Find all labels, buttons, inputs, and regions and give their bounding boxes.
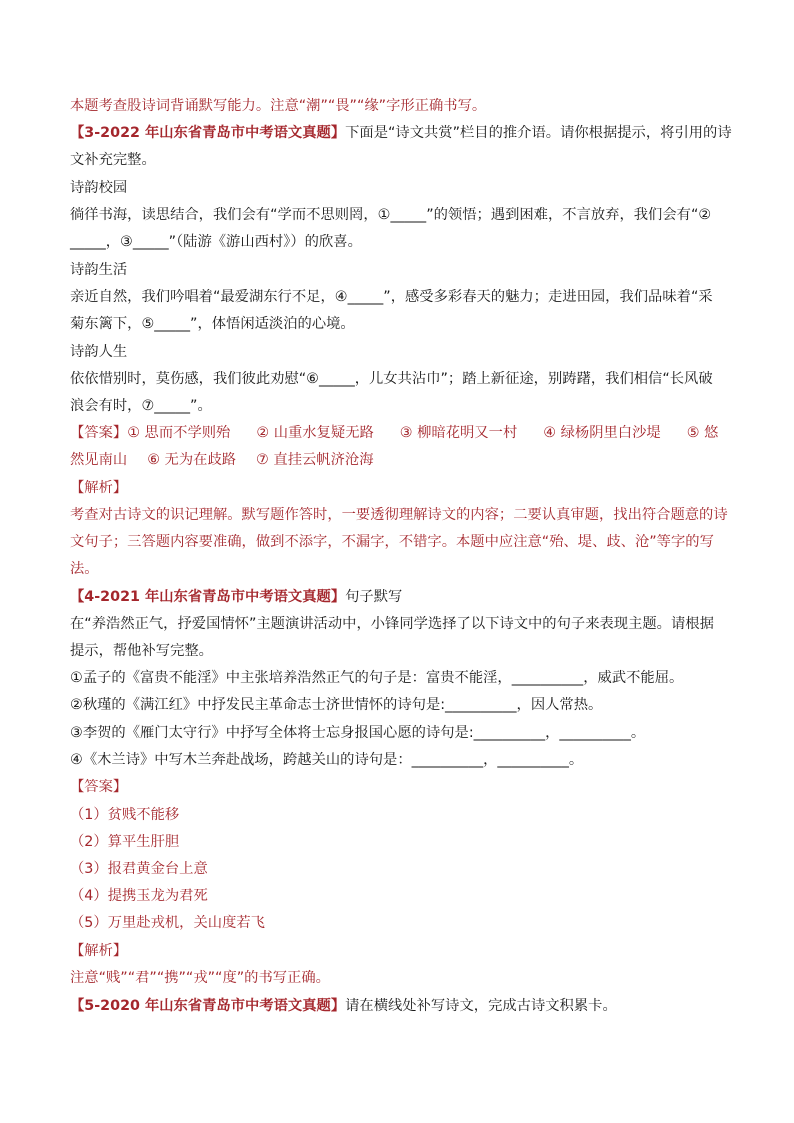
q3-section2-title: 诗韵生活	[70, 262, 128, 278]
q4-item-4: ④《木兰诗》中写木兰奔赴战场，跨越关山的诗句是：__________，__________。	[70, 752, 584, 768]
q3-analysis-line1: 考查对古诗文的识记理解。默写题作答时，一要透彻理解诗文的内容；二要认真审题，找出符合题意的诗	[70, 507, 728, 523]
q4-answer-5: （5）万里赴戎机，关山度若飞	[70, 915, 265, 931]
q3-answer-2: ② 山重水复疑无路	[256, 425, 374, 441]
q3-analysis-line2: 文句子；三答题内容要准确，做到不添字，不漏字，不错字。本题中应注意“殆、堤、歧、沧”等字的写	[70, 534, 714, 550]
q3-section2-line2: 菊东篱下，⑤_____”，体悟闲适淡泊的心境。	[70, 316, 355, 332]
q4-title-close: 】	[330, 589, 346, 605]
q3-analysis-label: 【解析】	[70, 480, 128, 496]
q5-title-source: 5-2020 年山东省青岛市中考语文真题	[84, 998, 331, 1014]
q4-title	[70, 587, 402, 607]
q4-answer-2: （2）算平生肝胆	[70, 834, 180, 850]
q3-title	[70, 123, 732, 143]
q4-answer-1: （1）贫贱不能移	[70, 807, 180, 823]
q3-title-close: 】	[330, 125, 346, 141]
q3-section3-line2: 浪会有时，⑦_____”。	[70, 398, 212, 414]
q3-answer-label: 【答案】	[70, 425, 128, 441]
q3-answer-5-cont: 然见南山	[70, 452, 128, 468]
q3-title-open: 【	[70, 125, 85, 141]
q4-stem-line2: 提示，帮他补写完整。	[70, 643, 213, 659]
q3-section1-line2: _____，③_____”（陆游《游山西村》）的欣喜。	[70, 234, 362, 250]
q3-section3-title: 诗韵人生	[70, 344, 128, 360]
q4-item-1: ①孟子的《富贵不能淫》中主张培养浩然正气的句子是：富贵不能淫，__________，威武不能屈。	[70, 670, 684, 686]
q4-title-rest: 句子默写	[345, 589, 403, 605]
q4-analysis: 注意“贱”“君”“携”“戎”“度”的书写正确。	[70, 970, 330, 986]
q4-stem-line1: 在“养浩然正气，抒爱国情怀”主题演讲活动中，小锋同学选择了以下诗文中的句子来表现主题。请根据	[70, 616, 714, 632]
q3-answer-3: ③ 柳暗花明又一村	[399, 425, 518, 441]
q3-section1-line1: 徜徉书海，读思结合，我们会有“学而不思则罔，①_____”的领悟；遇到困难，不言放弃，我们会有“②	[70, 207, 712, 223]
q3-analysis-line3: 法。	[70, 561, 99, 577]
q5-title-close: 】	[330, 998, 346, 1014]
q4-title-source: 4-2021 年山东省青岛市中考语文真题	[84, 589, 331, 605]
q5-title-open: 【	[70, 998, 85, 1014]
q3-section3-line1: 依依惜别时，莫伤感，我们彼此劝慰“⑥_____，儿女共沾巾”；踏上新征途，别踌躇，我们相信“长风破	[70, 371, 713, 387]
q4-item-2: ②秋瑾的《满江红》中抒发民主革命志士济世情怀的诗句是:__________，因人常热。	[70, 697, 603, 713]
q4-item-3: ③李贺的《雁门太守行》中抒写全体将士忘身报国心愿的诗句是:__________，__________。	[70, 725, 646, 741]
q3-title-source: 3-2022 年山东省青岛市中考语文真题	[84, 125, 331, 141]
q3-answer-line1	[70, 423, 718, 443]
q3-stem-line1: 下面是“诗文共赏”栏目的推介语。请你根据提示，将引用的诗	[345, 125, 732, 141]
q4-answer-3: （3）报君黄金台上意	[70, 861, 208, 877]
q3-answer-6: ⑥ 无为在歧路	[147, 452, 237, 468]
q3-section2-line1: 亲近自然，我们吟唱着“最爱湖东行不足，④_____”，感受多彩春天的魅力；走进田园，我们品味着“采	[70, 289, 713, 305]
q3-stem-line2: 文补充完整。	[70, 152, 156, 168]
q3-answer-4: ④ 绿杨阴里白沙堤	[543, 425, 661, 441]
q2-analysis: 本题考查股诗词背诵默写能力。注意“潮”“畏”“缘”字形正确书写。	[70, 98, 487, 114]
q4-answer-label: 【答案】	[70, 779, 128, 795]
q3-answer-7: ⑦ 直挂云帆济沧海	[256, 452, 374, 468]
q5-title-rest: 请在横线处补写诗文，完成古诗文积累卡。	[345, 998, 617, 1014]
q4-title-open: 【	[70, 589, 85, 605]
q3-answer-line2	[70, 450, 374, 470]
q3-section1-title: 诗韵校园	[70, 180, 128, 196]
q4-answer-4: （4）提携玉龙为君死	[70, 888, 208, 904]
q3-answer-1: ① 思而不学则殆	[127, 425, 231, 441]
q3-answer-5: ⑤ 悠	[686, 425, 719, 441]
q5-title	[70, 996, 617, 1016]
q4-analysis-label: 【解析】	[70, 943, 128, 959]
